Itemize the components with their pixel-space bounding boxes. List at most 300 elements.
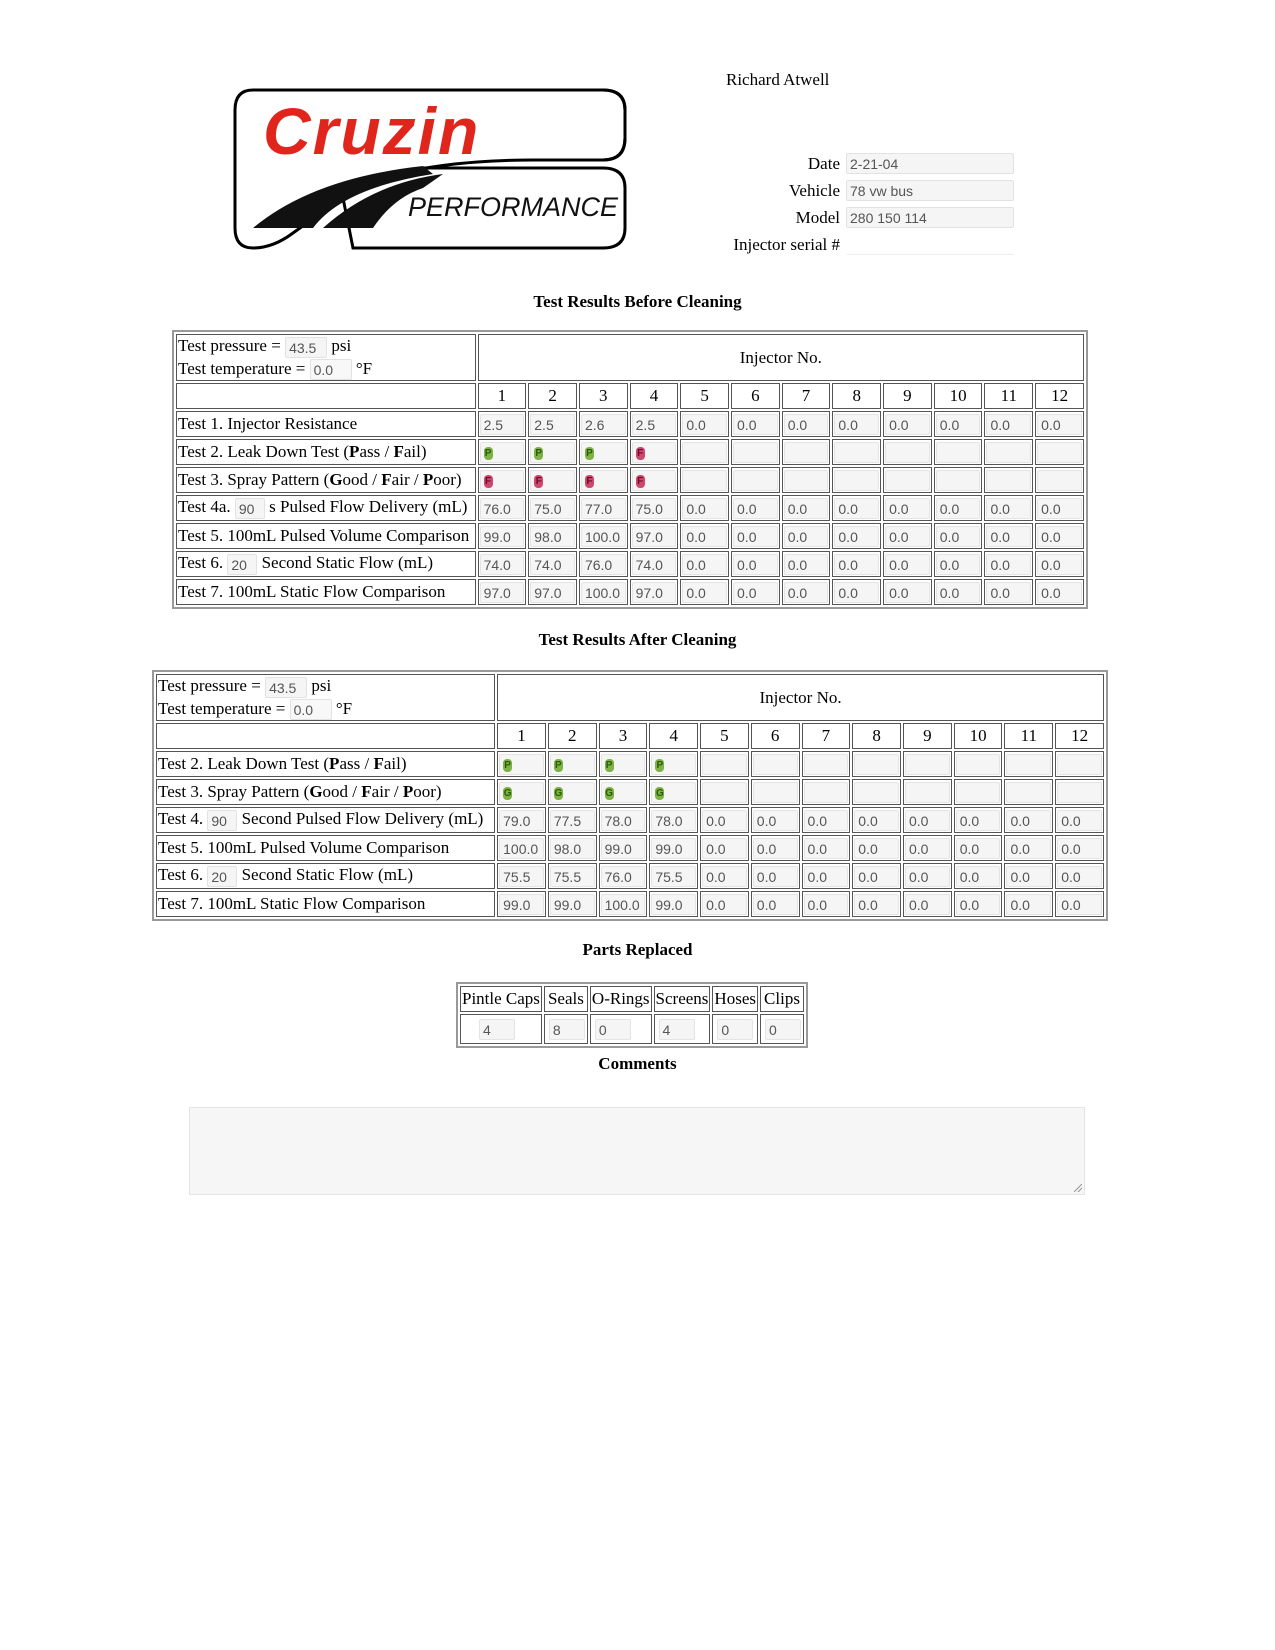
value-field[interactable]: 0.0 [956,838,1001,859]
value-field[interactable]: 0.0 [1057,838,1102,859]
injector-cell [599,779,648,805]
status-select[interactable] [530,470,575,491]
test-label [176,467,476,493]
status-select[interactable] [905,754,950,775]
option-initial: G [329,470,343,490]
test-row-t6 [176,551,1084,577]
status-select[interactable] [1006,782,1051,803]
pressure-field[interactable]: 43.5 [285,337,327,358]
status-select[interactable] [784,442,829,463]
status-select[interactable] [682,470,727,491]
serial-label: Injector serial # [733,234,840,254]
value-field[interactable]: 0.0 [885,526,930,547]
temperature-field[interactable]: 0.0 [290,699,332,720]
injector-cell [1035,579,1084,605]
status-select[interactable] [499,782,544,803]
option-rest: ass / [359,442,394,462]
value-field[interactable]: 0.0 [986,582,1031,603]
injector-cell [497,835,546,861]
injector-cell [883,411,932,437]
injector-cell [883,579,932,605]
value-field[interactable]: 0.0 [986,554,1031,575]
injector-cell [954,835,1003,861]
value-field[interactable]: 2.5 [530,414,575,435]
status-select[interactable] [936,470,981,491]
value-field[interactable]: 0.0 [1037,554,1082,575]
injector-number: 9 [903,723,952,749]
value-field[interactable]: 76.0 [601,866,646,887]
value-field[interactable]: 99.0 [550,894,595,915]
injector-number: 9 [883,383,932,409]
test-label [156,751,495,777]
status-select[interactable] [986,470,1031,491]
pressure-unit: psi [331,336,352,355]
value-field[interactable]: 2.6 [581,414,626,435]
value-field[interactable]: 0.0 [682,414,727,435]
status-select[interactable] [550,782,595,803]
parts-header: Seals [544,986,588,1012]
status-select[interactable] [601,754,646,775]
injector-cell [903,891,952,917]
info-row-model [700,204,1014,231]
injector-cell [832,551,881,577]
value-field[interactable]: 0.0 [834,498,879,519]
injector-cell [599,751,648,777]
info-row-date [700,150,1014,177]
duration-field[interactable]: 20 [207,866,237,887]
value-field[interactable]: 0.0 [804,810,849,831]
value-field[interactable]: 0.0 [905,866,950,887]
status-select[interactable] [753,754,798,775]
injector-cell [802,751,851,777]
comments-textarea[interactable] [189,1107,1085,1195]
temperature-field[interactable]: 0.0 [310,359,352,380]
status-select[interactable] [733,470,778,491]
test-row-t2 [156,751,1104,777]
injector-number: 12 [1055,723,1104,749]
value-field[interactable]: 0.0 [702,866,747,887]
test-label [176,523,476,549]
parts-count-field[interactable]: 4 [659,1019,695,1040]
option-rest: ail) [403,442,427,462]
parts-count-field[interactable]: 4 [479,1019,515,1040]
parts-cell [654,1014,711,1044]
value-field[interactable]: 77.0 [581,498,626,519]
injector-cell [954,863,1003,889]
status-select[interactable] [834,442,879,463]
status-badge: F [637,448,644,460]
test-label [156,835,495,861]
value-field[interactable]: 100.0 [601,894,646,915]
pressure-field[interactable]: 43.5 [265,677,307,698]
value-field[interactable]: 0.0 [1057,894,1102,915]
parts-title: Parts Replaced [582,940,693,959]
test-label-suffix: s Pulsed Flow Delivery (mL) [269,497,468,517]
status-select[interactable] [550,754,595,775]
value-field[interactable]: 0.0 [753,894,798,915]
value-field[interactable]: 0.0 [784,554,829,575]
injector-cell [984,523,1033,549]
parts-count-field[interactable]: 0 [595,1019,631,1040]
value-field[interactable]: 0.0 [956,894,1001,915]
value-field[interactable]: 0.0 [1037,414,1082,435]
parts-count-field[interactable]: 0 [765,1019,801,1040]
value-field[interactable]: 74.0 [530,554,575,575]
pressure-label: Test pressure = [158,676,261,695]
date-field[interactable]: 2-21-04 [846,153,1014,174]
value-field[interactable]: 0.0 [885,582,930,603]
value-field[interactable]: 0.0 [1037,582,1082,603]
value-field[interactable]: 99.0 [601,838,646,859]
value-field[interactable]: 0.0 [956,866,1001,887]
duration-field[interactable]: 90 [235,498,265,519]
value-field[interactable]: 0.0 [804,894,849,915]
injector-cell [1055,751,1104,777]
value-field[interactable]: 0.0 [936,414,981,435]
test-label-suffix: Second Static Flow (mL) [261,553,433,573]
value-field[interactable]: 99.0 [480,526,525,547]
injector-cell [984,467,1033,493]
option-rest: air / [371,782,403,802]
value-field[interactable]: 0.0 [804,866,849,887]
status-select[interactable] [480,470,525,491]
injector-cell [630,467,679,493]
status-select[interactable] [632,470,677,491]
status-select[interactable] [1057,782,1102,803]
injector-cell [478,411,527,437]
injector-cell [1004,863,1053,889]
test-label-suffix: Second Pulsed Flow Delivery (mL) [241,809,484,829]
status-select[interactable] [804,782,849,803]
value-field[interactable]: 0.0 [702,838,747,859]
value-field[interactable]: 0.0 [936,526,981,547]
injector-number: 8 [832,383,881,409]
injector-cell [954,779,1003,805]
value-field[interactable]: 76.0 [581,554,626,575]
value-field[interactable]: 0.0 [885,554,930,575]
value-field[interactable]: 0.0 [1006,866,1051,887]
test-row-t5 [176,523,1084,549]
value-field[interactable]: 97.0 [530,582,575,603]
status-select[interactable] [651,754,696,775]
value-field[interactable]: 0.0 [784,526,829,547]
value-field[interactable]: 98.0 [550,838,595,859]
value-field[interactable]: 0.0 [804,838,849,859]
value-field[interactable]: 0.0 [682,582,727,603]
value-field[interactable]: 0.0 [1006,810,1051,831]
value-field[interactable]: 97.0 [632,582,677,603]
injector-number: 3 [579,383,628,409]
vehicle-label: Vehicle [789,180,840,200]
serial-field[interactable] [846,234,1014,255]
duration-field[interactable]: 20 [227,554,257,575]
test-label-prefix: Test 6. [178,553,224,573]
value-field[interactable]: 0.0 [854,838,899,859]
value-field[interactable]: 0.0 [682,554,727,575]
injector-cell [478,467,527,493]
test-label-text: Test 5. 100mL Pulsed Volume Comparison [178,526,470,546]
injector-cell [700,807,749,833]
value-field[interactable]: 0.0 [854,894,899,915]
status-select[interactable] [854,754,899,775]
value-field[interactable]: 2.5 [632,414,677,435]
injector-number: 3 [599,723,648,749]
test-label-suffix: Second Static Flow (mL) [241,865,413,885]
resize-handle-icon[interactable] [1074,1184,1082,1192]
value-field[interactable]: 0.0 [986,526,1031,547]
test-label [176,579,476,605]
parts-header: Hoses [712,986,758,1012]
injector-cell [649,891,698,917]
injector-cell [1055,891,1104,917]
status-select[interactable] [601,782,646,803]
injector-cell [903,779,952,805]
injector-number: 4 [649,723,698,749]
value-field[interactable]: 0.0 [753,866,798,887]
blank-header [156,723,495,749]
option-rest: ood / [342,470,382,490]
option-initial: F [361,782,372,802]
value-field[interactable]: 0.0 [733,498,778,519]
status-select[interactable] [480,442,525,463]
value-field[interactable]: 0.0 [905,894,950,915]
status-select[interactable] [1037,442,1082,463]
injector-cell [478,551,527,577]
value-field[interactable]: 0.0 [733,526,778,547]
value-field[interactable]: 99.0 [651,838,696,859]
status-select[interactable] [885,442,930,463]
value-field[interactable]: 98.0 [530,526,575,547]
value-field[interactable]: 0.0 [885,414,930,435]
value-field[interactable]: 99.0 [651,894,696,915]
value-field[interactable]: 0.0 [1037,498,1082,519]
temperature-unit: °F [335,698,353,718]
injector-number: 12 [1035,383,1084,409]
status-select[interactable] [682,442,727,463]
injector-cell [497,807,546,833]
status-select[interactable] [936,442,981,463]
value-field[interactable]: 99.0 [499,894,544,915]
value-field[interactable]: 0.0 [702,894,747,915]
status-select[interactable] [702,782,747,803]
injector-cell [1004,835,1053,861]
value-field[interactable]: 0.0 [834,414,879,435]
injector-cell [934,467,983,493]
status-select[interactable] [804,754,849,775]
option-rest: oor) [413,782,442,802]
vehicle-field[interactable]: 78 vw bus [846,180,1014,201]
status-select[interactable] [632,442,677,463]
status-select[interactable] [834,470,879,491]
injector-cell [751,751,800,777]
status-select[interactable] [651,782,696,803]
injector-cell [903,807,952,833]
value-field[interactable]: 75.0 [632,498,677,519]
value-field[interactable]: 0.0 [905,838,950,859]
injector-cell [700,751,749,777]
status-select[interactable] [854,782,899,803]
injector-cell [751,779,800,805]
value-field[interactable]: 0.0 [733,554,778,575]
injector-cell [954,807,1003,833]
temperature-unit: °F [355,358,373,378]
status-select[interactable] [702,754,747,775]
value-field[interactable]: 76.0 [480,498,525,519]
after-title: Test Results After Cleaning [538,630,737,649]
injector-cell [782,551,831,577]
injector-number: 1 [478,383,527,409]
status-badge: P [504,760,511,772]
parts-cell [460,1014,542,1044]
option-initial: P [402,782,414,802]
cruzin-performance-logo [233,88,645,254]
status-select[interactable] [499,754,544,775]
injector-cell [731,439,780,465]
option-rest: ass / [339,754,374,774]
injector-no-header: Injector No. [478,334,1084,381]
status-select[interactable] [986,442,1031,463]
value-field[interactable]: 75.5 [550,866,595,887]
comments-title: Comments [598,1054,677,1073]
value-field[interactable]: 97.0 [632,526,677,547]
injector-cell [680,523,729,549]
status-badge: G [605,788,613,800]
value-field[interactable]: 0.0 [986,414,1031,435]
option-rest: ood / [322,782,362,802]
injector-cell [579,579,628,605]
value-field[interactable]: 75.5 [651,866,696,887]
status-select[interactable] [1057,754,1102,775]
value-field[interactable]: 2.5 [480,414,525,435]
injector-cell [782,439,831,465]
value-field[interactable]: 0.0 [753,838,798,859]
injector-cell [802,835,851,861]
value-field[interactable]: 78.0 [651,810,696,831]
status-select[interactable] [581,470,626,491]
temperature-label: Test temperature = [178,358,306,378]
value-field[interactable]: 0.0 [682,526,727,547]
value-field[interactable]: 100.0 [581,526,626,547]
value-field[interactable]: 0.0 [733,582,778,603]
value-field[interactable]: 0.0 [854,866,899,887]
parts-cell [760,1014,804,1044]
status-select[interactable] [753,782,798,803]
value-field[interactable]: 0.0 [753,810,798,831]
injector-cell [528,439,577,465]
value-field[interactable]: 0.0 [956,810,1001,831]
status-select[interactable] [530,442,575,463]
injector-cell [599,807,648,833]
parts-header: Clips [760,986,804,1012]
value-field[interactable]: 0.0 [784,414,829,435]
injector-cell [579,411,628,437]
test-label-prefix: Test 6. [158,865,204,885]
value-field[interactable]: 0.0 [784,498,829,519]
status-select[interactable] [1037,470,1082,491]
duration-field[interactable]: 90 [207,810,237,831]
value-field[interactable]: 100.0 [581,582,626,603]
injector-cell [852,807,901,833]
value-field[interactable]: 0.0 [1037,526,1082,547]
value-field[interactable]: 0.0 [1006,838,1051,859]
injector-cell [680,467,729,493]
parts-count-field[interactable]: 8 [549,1019,585,1040]
value-field[interactable]: 0.0 [1057,866,1102,887]
injector-number: 2 [548,723,597,749]
injector-cell [782,579,831,605]
injector-number: 6 [731,383,780,409]
value-field[interactable]: 77.5 [550,810,595,831]
value-field[interactable]: 100.0 [499,838,544,859]
injector-number: 1 [497,723,546,749]
value-field[interactable]: 0.0 [936,582,981,603]
value-field[interactable]: 75.5 [499,866,544,887]
value-field[interactable]: 0.0 [834,554,879,575]
injector-cell [579,551,628,577]
value-field[interactable]: 0.0 [854,810,899,831]
injector-cell [883,439,932,465]
test-label [156,779,495,805]
value-field[interactable]: 0.0 [834,526,879,547]
value-field[interactable]: 74.0 [480,554,525,575]
value-field[interactable]: 0.0 [682,498,727,519]
value-field[interactable]: 0.0 [885,498,930,519]
test-row-t2 [176,439,1084,465]
option-initial: P [422,470,434,490]
status-select[interactable] [956,754,1001,775]
status-select[interactable] [733,442,778,463]
injector-cell [630,551,679,577]
status-select[interactable] [956,782,1001,803]
value-field[interactable]: 0.0 [784,582,829,603]
injector-number: 10 [954,723,1003,749]
status-select[interactable] [581,442,626,463]
value-field[interactable]: 0.0 [702,810,747,831]
value-field[interactable]: 0.0 [936,498,981,519]
injector-cell [1055,779,1104,805]
customer-name: Richard Atwell [726,70,830,89]
value-field[interactable]: 78.0 [601,810,646,831]
test-row-t3 [156,779,1104,805]
parts-count-field[interactable]: 0 [717,1019,753,1040]
injector-cell [1055,835,1104,861]
value-field[interactable]: 0.0 [986,498,1031,519]
test-label [176,439,476,465]
test-label-prefix: Test 2. Leak Down Test ( [158,754,330,774]
injector-cell [478,579,527,605]
value-field[interactable]: 79.0 [499,810,544,831]
test-row-t5 [156,835,1104,861]
value-field[interactable]: 74.0 [632,554,677,575]
value-field[interactable]: 75.0 [530,498,575,519]
status-select[interactable] [784,470,829,491]
injector-cell [1004,779,1053,805]
value-field[interactable]: 0.0 [1057,810,1102,831]
value-field[interactable]: 0.0 [733,414,778,435]
status-select[interactable] [885,470,930,491]
value-field[interactable]: 0.0 [936,554,981,575]
injector-cell [649,835,698,861]
status-badge: F [586,476,593,488]
value-field[interactable]: 0.0 [905,810,950,831]
value-field[interactable]: 97.0 [480,582,525,603]
status-select[interactable] [1006,754,1051,775]
model-field[interactable]: 280 150 114 [846,207,1014,228]
injector-numbers-row [176,383,1084,409]
status-select[interactable] [905,782,950,803]
value-field[interactable]: 0.0 [1006,894,1051,915]
value-field[interactable]: 0.0 [834,582,879,603]
